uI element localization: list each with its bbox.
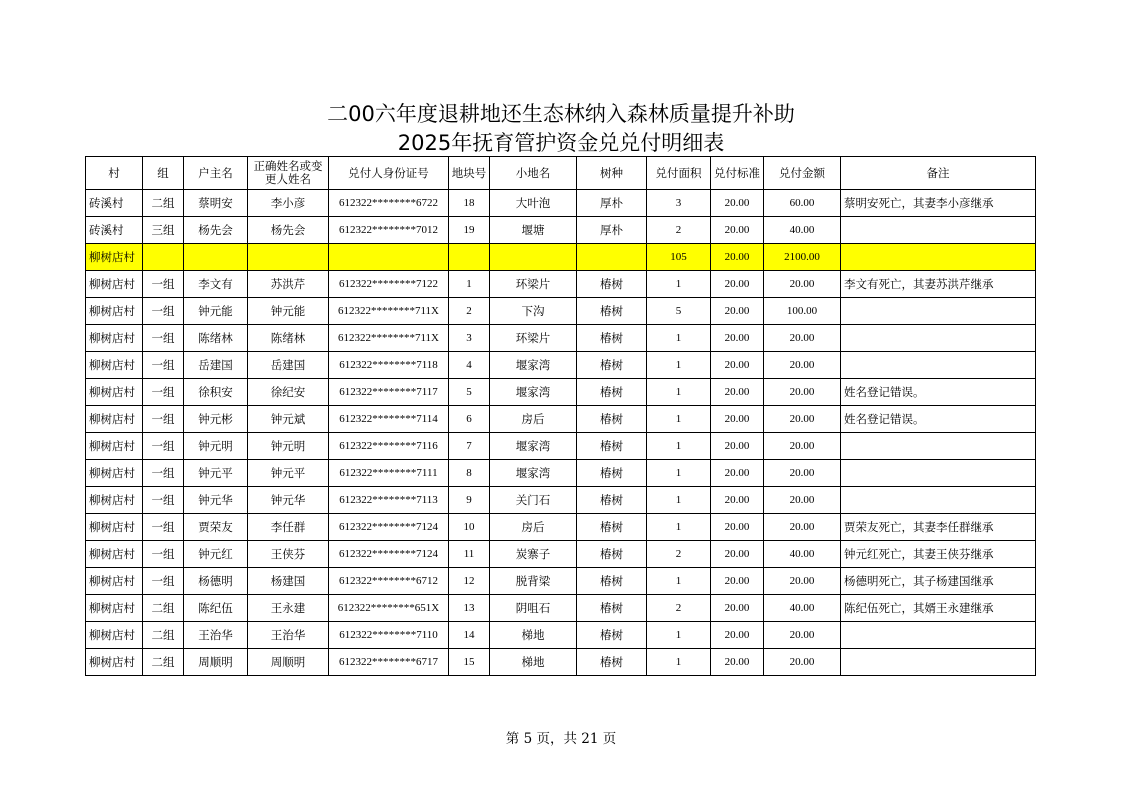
cell-group: 二组 [143,622,184,649]
cell-standard: 20.00 [711,568,764,595]
cell-tree-species: 椿树 [577,568,647,595]
cell-area: 2 [647,541,711,568]
cell-area: 1 [647,352,711,379]
cell-remark: 姓名登记错误。 [841,379,1036,406]
table-row [86,460,1036,487]
cell-plot-number: 12 [449,568,490,595]
page-title-line2: 2025年抚育管护资金兑兑付明细表 [397,131,725,155]
cell-correct-name: 陈绪林 [248,325,329,352]
cell-remark [841,487,1036,514]
header-remark: 备注 [841,157,1036,190]
header-tree-species: 树种 [577,157,647,190]
cell-village: 柳树店村 [86,406,143,433]
cell-area: 2 [647,217,711,244]
cell-amount: 20.00 [764,352,841,379]
table-row [86,595,1036,622]
cell-id-number: 612322********7116 [329,433,449,460]
cell-householder: 钟元明 [184,433,248,460]
header-householder: 户主名 [184,157,248,190]
table-row [86,271,1036,298]
cell-remark [841,352,1036,379]
cell-place-name: 堰家湾 [490,379,577,406]
cell-standard: 20.00 [711,379,764,406]
cell-standard: 20.00 [711,244,764,271]
cell-correct-name: 杨先会 [248,217,329,244]
cell-householder: 岳建国 [184,352,248,379]
cell-correct-name: 钟元斌 [248,406,329,433]
cell-amount: 2100.00 [764,244,841,271]
cell-standard: 20.00 [711,595,764,622]
cell-place-name: 大叶泡 [490,190,577,217]
cell-householder: 蔡明安 [184,190,248,217]
table-row [86,568,1036,595]
cell-standard: 20.00 [711,298,764,325]
cell-plot-number: 7 [449,433,490,460]
cell-amount: 20.00 [764,271,841,298]
cell-group: 一组 [143,568,184,595]
cell-remark: 陈纪伍死亡，其婿王永建继承 [841,595,1036,622]
cell-id-number: 612322********7122 [329,271,449,298]
cell-amount: 60.00 [764,190,841,217]
cell-plot-number: 6 [449,406,490,433]
cell-householder [184,244,248,271]
cell-householder: 贾荣友 [184,514,248,541]
cell-tree-species: 椿树 [577,487,647,514]
cell-correct-name: 王侠芬 [248,541,329,568]
header-amount: 兑付金额 [764,157,841,190]
cell-group: 一组 [143,487,184,514]
cell-group: 一组 [143,379,184,406]
cell-plot-number: 10 [449,514,490,541]
cell-plot-number: 13 [449,595,490,622]
cell-remark [841,217,1036,244]
cell-village: 柳树店村 [86,622,143,649]
table-row [86,514,1036,541]
cell-correct-name: 钟元明 [248,433,329,460]
header-plot-number: 地块号 [449,157,490,190]
cell-place-name: 炭寨子 [490,541,577,568]
cell-group: 一组 [143,298,184,325]
cell-place-name [490,244,577,271]
cell-standard: 20.00 [711,217,764,244]
cell-amount: 20.00 [764,406,841,433]
cell-householder: 王治华 [184,622,248,649]
cell-standard: 20.00 [711,433,764,460]
cell-householder: 杨先会 [184,217,248,244]
cell-area: 1 [647,514,711,541]
cell-correct-name: 徐纪安 [248,379,329,406]
cell-amount: 20.00 [764,460,841,487]
cell-village: 柳树店村 [86,433,143,460]
cell-plot-number: 4 [449,352,490,379]
cell-tree-species: 椿树 [577,325,647,352]
cell-amount: 20.00 [764,487,841,514]
cell-id-number [329,244,449,271]
cell-amount: 20.00 [764,433,841,460]
cell-village: 柳树店村 [86,352,143,379]
cell-plot-number: 1 [449,271,490,298]
cell-area: 1 [647,406,711,433]
header-group: 组 [143,157,184,190]
cell-area: 1 [647,460,711,487]
cell-village: 柳树店村 [86,298,143,325]
cell-village: 柳树店村 [86,244,143,271]
cell-id-number: 612322********7113 [329,487,449,514]
cell-id-number: 612322********7117 [329,379,449,406]
cell-id-number: 612322********6712 [329,568,449,595]
cell-remark: 姓名登记错误。 [841,406,1036,433]
cell-tree-species: 厚朴 [577,217,647,244]
table-row [86,487,1036,514]
cell-place-name: 阴咀石 [490,595,577,622]
cell-plot-number: 18 [449,190,490,217]
cell-group [143,244,184,271]
cell-standard: 20.00 [711,325,764,352]
cell-area: 5 [647,298,711,325]
cell-place-name: 关门石 [490,487,577,514]
cell-standard: 20.00 [711,271,764,298]
cell-id-number: 612322********7012 [329,217,449,244]
cell-amount: 20.00 [764,568,841,595]
cell-amount: 20.00 [764,622,841,649]
cell-householder: 钟元华 [184,487,248,514]
header-area: 兑付面积 [647,157,711,190]
cell-amount: 40.00 [764,217,841,244]
cell-plot-number: 5 [449,379,490,406]
cell-group: 一组 [143,325,184,352]
table-row [86,541,1036,568]
cell-tree-species: 椿树 [577,379,647,406]
cell-group: 一组 [143,271,184,298]
cell-householder: 钟元能 [184,298,248,325]
cell-tree-species: 椿树 [577,433,647,460]
table-row [86,352,1036,379]
cell-standard: 20.00 [711,406,764,433]
cell-remark [841,298,1036,325]
cell-householder: 陈绪林 [184,325,248,352]
cell-group: 一组 [143,514,184,541]
cell-householder: 钟元平 [184,460,248,487]
cell-remark [841,325,1036,352]
cell-plot-number: 8 [449,460,490,487]
cell-village: 柳树店村 [86,271,143,298]
cell-amount: 40.00 [764,541,841,568]
cell-standard: 20.00 [711,649,764,676]
cell-id-number: 612322********7114 [329,406,449,433]
cell-correct-name: 李任群 [248,514,329,541]
cell-place-name: 房后 [490,406,577,433]
cell-village: 砖溪村 [86,217,143,244]
header-correct-name: 正确姓名或变更人姓名 [248,157,329,190]
cell-householder: 徐积安 [184,379,248,406]
cell-village: 柳树店村 [86,487,143,514]
cell-remark [841,244,1036,271]
cell-remark: 李文有死亡，其妻苏洪芹继承 [841,271,1036,298]
table-header-row [86,157,1036,190]
cell-village: 柳树店村 [86,595,143,622]
cell-amount: 20.00 [764,514,841,541]
cell-group: 二组 [143,595,184,622]
cell-id-number: 612322********7124 [329,514,449,541]
table-row [86,433,1036,460]
cell-area: 3 [647,190,711,217]
cell-householder: 周顺明 [184,649,248,676]
cell-householder: 钟元红 [184,541,248,568]
page-title-line1: 二00六年度退耕地还生态林纳入森林质量提升补助 [327,102,795,126]
table-row [86,649,1036,676]
cell-village: 柳树店村 [86,379,143,406]
cell-correct-name [248,244,329,271]
cell-tree-species: 椿树 [577,406,647,433]
cell-id-number: 612322********651X [329,595,449,622]
cell-correct-name: 岳建国 [248,352,329,379]
cell-plot-number [449,244,490,271]
cell-correct-name: 李小彦 [248,190,329,217]
cell-id-number: 612322********7118 [329,352,449,379]
cell-amount: 100.00 [764,298,841,325]
cell-tree-species: 椿树 [577,649,647,676]
cell-id-number: 612322********7110 [329,622,449,649]
cell-group: 一组 [143,406,184,433]
table-row [86,190,1036,217]
cell-place-name: 堰家湾 [490,433,577,460]
cell-area: 1 [647,649,711,676]
table-row [86,406,1036,433]
table-row [86,325,1036,352]
cell-village: 砖溪村 [86,190,143,217]
cell-place-name: 梯地 [490,649,577,676]
cell-standard: 20.00 [711,190,764,217]
cell-area: 1 [647,379,711,406]
cell-village: 柳树店村 [86,568,143,595]
cell-plot-number: 14 [449,622,490,649]
cell-id-number: 612322********711X [329,298,449,325]
cell-correct-name: 周顺明 [248,649,329,676]
header-place-name: 小地名 [490,157,577,190]
cell-id-number: 612322********6722 [329,190,449,217]
cell-village: 柳树店村 [86,514,143,541]
table-row [86,244,1036,271]
cell-tree-species: 厚朴 [577,190,647,217]
cell-standard: 20.00 [711,514,764,541]
cell-remark [841,649,1036,676]
page-footer: 第 5 页，共 21 页 [505,731,617,747]
cell-place-name: 脱背梁 [490,568,577,595]
cell-village: 柳树店村 [86,325,143,352]
cell-area: 2 [647,595,711,622]
cell-amount: 40.00 [764,595,841,622]
cell-id-number: 612322********7124 [329,541,449,568]
cell-place-name: 堰家湾 [490,352,577,379]
cell-area: 1 [647,487,711,514]
cell-correct-name: 王治华 [248,622,329,649]
cell-remark [841,622,1036,649]
cell-remark [841,460,1036,487]
cell-group: 二组 [143,190,184,217]
cell-area: 1 [647,433,711,460]
cell-householder: 李文有 [184,271,248,298]
cell-plot-number: 19 [449,217,490,244]
cell-plot-number: 3 [449,325,490,352]
cell-group: 二组 [143,649,184,676]
cell-area: 105 [647,244,711,271]
cell-correct-name: 钟元华 [248,487,329,514]
cell-tree-species: 椿树 [577,271,647,298]
cell-place-name: 堰家湾 [490,460,577,487]
table-row [86,622,1036,649]
cell-plot-number: 9 [449,487,490,514]
cell-group: 三组 [143,217,184,244]
cell-area: 1 [647,271,711,298]
cell-group: 一组 [143,541,184,568]
table-row [86,217,1036,244]
cell-standard: 20.00 [711,352,764,379]
cell-place-name: 下沟 [490,298,577,325]
cell-correct-name: 苏洪芹 [248,271,329,298]
cell-remark: 杨德明死亡，其子杨建国继承 [841,568,1036,595]
cell-amount: 20.00 [764,649,841,676]
cell-village: 柳树店村 [86,649,143,676]
cell-amount: 20.00 [764,325,841,352]
cell-tree-species [577,244,647,271]
cell-area: 1 [647,568,711,595]
cell-area: 1 [647,622,711,649]
cell-remark: 蔡明安死亡，其妻李小彦继承 [841,190,1036,217]
cell-place-name: 房后 [490,514,577,541]
cell-tree-species: 椿树 [577,514,647,541]
cell-group: 一组 [143,460,184,487]
cell-place-name: 环梁片 [490,325,577,352]
cell-tree-species: 椿树 [577,595,647,622]
header-village: 村 [86,157,143,190]
cell-village: 柳树店村 [86,541,143,568]
cell-id-number: 612322********6717 [329,649,449,676]
cell-householder: 陈纪伍 [184,595,248,622]
cell-correct-name: 钟元能 [248,298,329,325]
cell-standard: 20.00 [711,541,764,568]
payment-detail-table [85,156,1036,676]
cell-group: 一组 [143,352,184,379]
table-row [86,379,1036,406]
cell-plot-number: 2 [449,298,490,325]
cell-tree-species: 椿树 [577,622,647,649]
cell-area: 1 [647,325,711,352]
cell-place-name: 环梁片 [490,271,577,298]
cell-standard: 20.00 [711,487,764,514]
cell-correct-name: 杨建国 [248,568,329,595]
cell-remark: 钟元红死亡，其妻王侠芬继承 [841,541,1036,568]
cell-remark [841,433,1036,460]
cell-tree-species: 椿树 [577,352,647,379]
cell-standard: 20.00 [711,460,764,487]
cell-amount: 20.00 [764,379,841,406]
cell-remark: 贾荣友死亡，其妻李任群继承 [841,514,1036,541]
cell-householder: 杨德明 [184,568,248,595]
cell-place-name: 堰塘 [490,217,577,244]
cell-id-number: 612322********711X [329,325,449,352]
header-standard: 兑付标准 [711,157,764,190]
cell-plot-number: 11 [449,541,490,568]
cell-village: 柳树店村 [86,460,143,487]
cell-tree-species: 椿树 [577,460,647,487]
header-id-number: 兑付人身份证号 [329,157,449,190]
cell-id-number: 612322********7111 [329,460,449,487]
cell-correct-name: 王永建 [248,595,329,622]
cell-place-name: 梯地 [490,622,577,649]
cell-standard: 20.00 [711,622,764,649]
table-row [86,298,1036,325]
cell-householder: 钟元彬 [184,406,248,433]
cell-plot-number: 15 [449,649,490,676]
cell-correct-name: 钟元平 [248,460,329,487]
cell-tree-species: 椿树 [577,298,647,325]
cell-tree-species: 椿树 [577,541,647,568]
cell-group: 一组 [143,433,184,460]
